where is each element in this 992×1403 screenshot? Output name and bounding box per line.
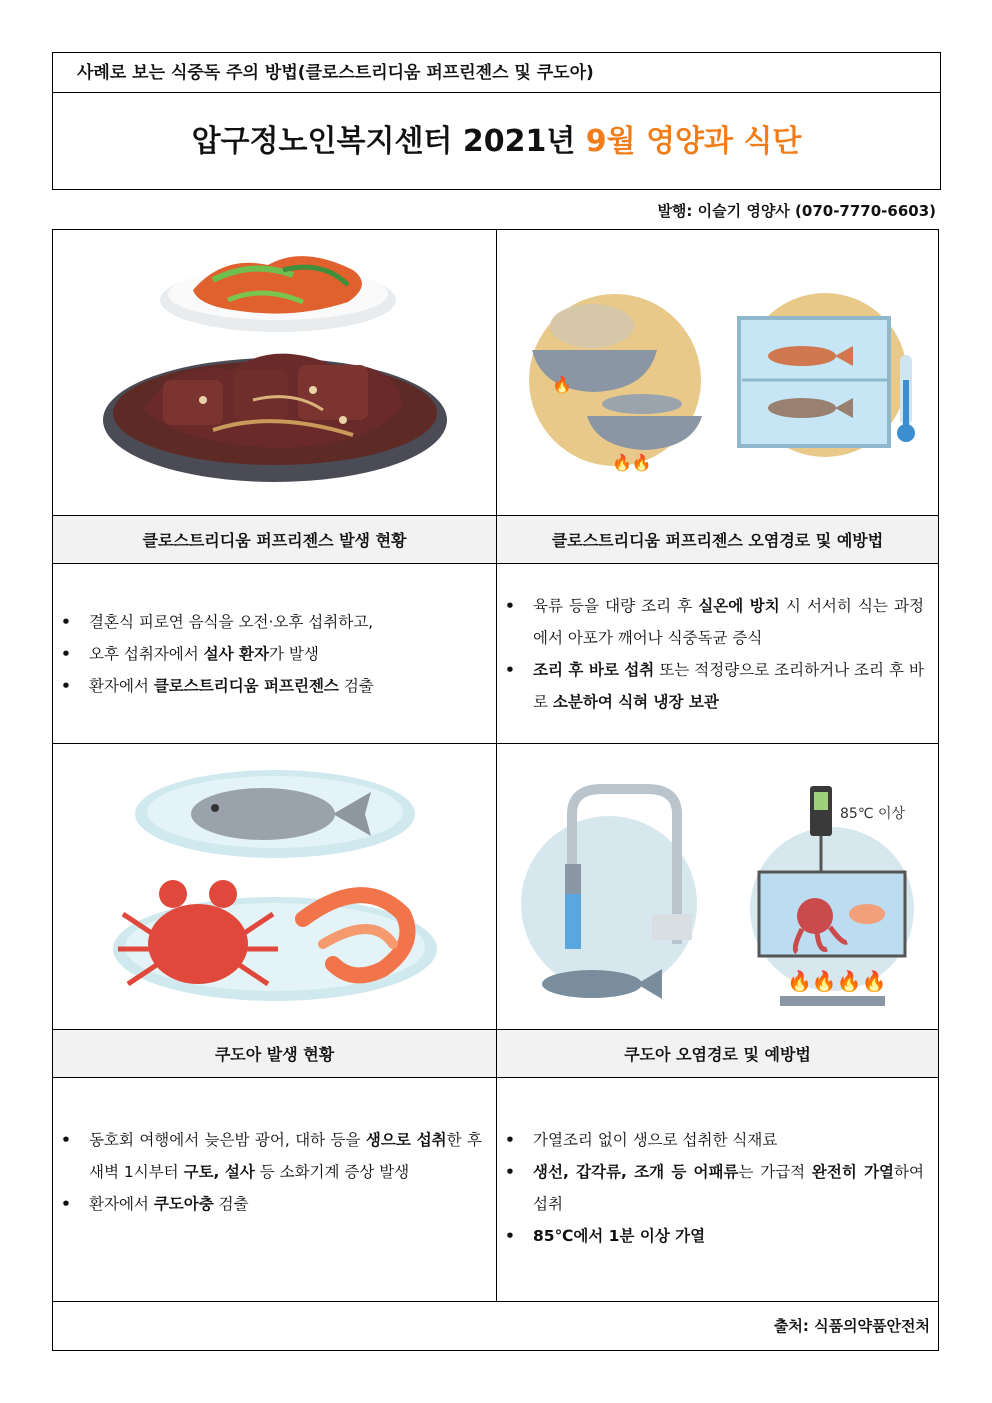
food-illustration-cell bbox=[53, 230, 497, 516]
cooking-illustration-cell bbox=[497, 230, 938, 516]
seafood-illustration-cell bbox=[53, 744, 497, 1030]
title-accent: 9월 영양과 식단 bbox=[585, 124, 802, 159]
braised-food-illustration bbox=[53, 230, 496, 515]
list-item: • 오후 섭취자에서 설사 환자가 발생 bbox=[89, 638, 482, 670]
list-item: • 85℃에서 1분 이상 가열 bbox=[533, 1220, 924, 1252]
list-item: • 환자에서 클로스트리디움 퍼프린젠스 검출 bbox=[89, 670, 482, 702]
svg-text:🔥: 🔥 bbox=[552, 375, 572, 394]
cp-prevention-text bbox=[497, 564, 938, 744]
header-subtitle: 사례로 보는 식중독 주의 방법(클로스트리디움 퍼프린젠스 및 쿠도아) bbox=[53, 53, 940, 93]
svg-text:🔥🔥: 🔥🔥 bbox=[612, 453, 652, 472]
kudoa-occurrence-header: 쿠도아 발생 현황 bbox=[53, 1030, 497, 1078]
cooking-storage-illustration bbox=[497, 230, 938, 515]
list-item: • 조리 후 바로 섭취 또는 적정량으로 조리하거나 조리 후 바로 소분하여 식혀 냉장 보관 bbox=[533, 654, 924, 718]
header-box bbox=[52, 52, 941, 190]
cp-prevention-header: 클로스트리디움 퍼프리젠스 오염경로 및 예방법 bbox=[497, 516, 938, 564]
list-item: • 생선, 갑각류, 조개 등 어패류는 가급적 완전히 가열하여 섭취 bbox=[533, 1156, 924, 1220]
page-title bbox=[53, 94, 940, 189]
kudoa-occurrence-text bbox=[53, 1078, 497, 1302]
cp-occurrence-header: 클로스트리디움 퍼프리젠스 발생 현황 bbox=[53, 516, 497, 564]
content-grid bbox=[52, 229, 939, 1351]
kudoa-prevention-header: 쿠도아 오염경로 및 예방법 bbox=[497, 1030, 938, 1078]
title-main: 압구정노인복지센터 2021년 bbox=[191, 124, 586, 159]
seafood-illustration bbox=[53, 744, 496, 1029]
washing-heating-illustration-cell bbox=[497, 744, 938, 1030]
list-item: • 가열조리 없이 생으로 섭취한 식재료 bbox=[533, 1124, 924, 1156]
washing-heating-illustration bbox=[497, 744, 938, 1029]
list-item: • 동호회 여행에서 늦은밤 광어, 대하 등을 생으로 섭취한 후 새벽 1시부터 구토, 설사 등 소화기계 증상 발생 bbox=[89, 1124, 482, 1188]
cp-occurrence-text bbox=[53, 564, 497, 744]
issuer-line: 발행: 이슬기 영양사 (070-7770-6603) bbox=[657, 202, 936, 220]
kudoa-prevention-text bbox=[497, 1078, 938, 1302]
list-item: • 육류 등을 대량 조리 후 실온에 방치 시 서서히 식는 과정에서 아포가 깨어나 식중독균 증식 bbox=[533, 590, 924, 654]
list-item: • 환자에서 쿠도아충 검출 bbox=[89, 1188, 482, 1220]
list-item: • 결혼식 피로연 음식을 오전·오후 섭취하고, bbox=[89, 606, 482, 638]
source-footer: 출처: 식품의약품안전처 bbox=[773, 1317, 930, 1335]
svg-text:🔥🔥🔥🔥: 🔥🔥🔥🔥 bbox=[787, 969, 887, 993]
thermometer-label: 85℃ 이상 bbox=[840, 806, 906, 822]
